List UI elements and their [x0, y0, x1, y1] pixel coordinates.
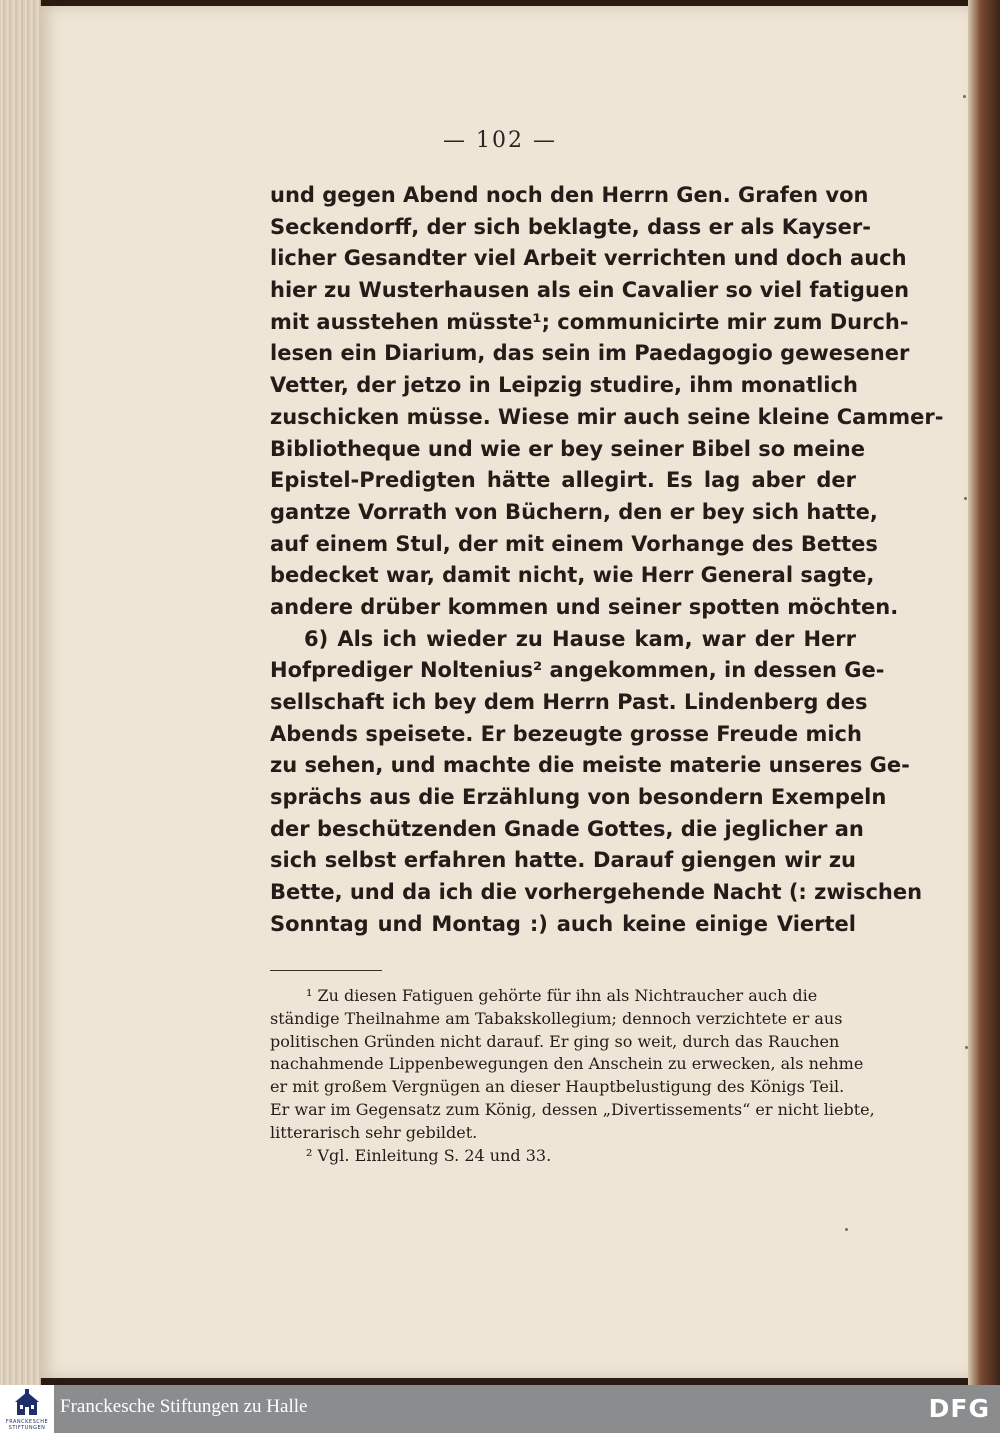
text-line: Hofprediger Noltenius² angekommen, in dessen Ge- — [270, 658, 885, 683]
dfg-logo: DFG — [928, 1394, 990, 1423]
text-line: und gegen Abend noch den Herrn Gen. Grafen von — [270, 183, 869, 207]
text-line: gantze Vorrath von Büchern, den er bey sich hatte, — [270, 499, 878, 524]
orphanage-building-icon — [13, 1389, 41, 1417]
footnote-line: litterarisch sehr gebildet. — [270, 1122, 478, 1142]
book-page-edges — [0, 0, 41, 1385]
text-line: Bette, und da ich die vorhergehende Nacht (: zwischen — [270, 880, 923, 905]
text-line: Sonntag und Montag :) auch keine einige Viertel — [270, 911, 856, 936]
text-line: hier zu Wusterhausen als ein Cavalier so viel fatiguen — [270, 278, 910, 303]
footnote-line: nachahmende Lippenbewegungen den Anschein zu erwecken, als nehme — [270, 1054, 864, 1074]
text-line: sprächs aus die Erzählung von besondern Exempeln — [270, 785, 887, 810]
text-line: Vetter, der jetzo in Leipzig studire, ihm monatlich — [270, 373, 858, 398]
footnote-line: ständige Theilnahme am Tabakskollegium; dennoch verzichtete er aus — [270, 1008, 843, 1028]
text-line: licher Gesandter viel Arbeit verrichten und doch auch — [270, 246, 907, 271]
text-line: Bibliotheque und wie er bey seiner Bibel so meine — [270, 436, 865, 461]
text-line: sich selbst erfahren hatte. Darauf giengen wir zu — [270, 848, 856, 873]
text-line: sellschaft ich bey dem Herrn Past. Lindenberg des — [270, 690, 868, 714]
paper-speck — [845, 1228, 848, 1231]
book-cover-edge — [968, 0, 1000, 1385]
footnote-line: er mit großem Vergnügen an dieser Hauptbelustigung des Königs Teil. — [270, 1077, 845, 1097]
footnote-line: ² Vgl. Einleitung S. 24 und 33. — [306, 1145, 552, 1165]
footnote-separator — [270, 970, 382, 971]
text-line: der beschützenden Gnade Gottes, die jeglicher an — [270, 816, 864, 841]
footnote-line: ¹ Zu diesen Fatiguen gehörte für ihn als Nichtraucher auch die — [306, 986, 818, 1005]
logo-wordmark: FRANCKESCHE STIFTUNGEN — [5, 1419, 49, 1431]
text-line: bedecket war, damit nicht, wie Herr General sagte, — [270, 563, 875, 588]
text-line: Abends speisete. Er bezeugte grosse Freude mich — [270, 721, 862, 746]
footnotes — [270, 985, 875, 1167]
text-line: mit ausstehen müsste¹; communicirte mir zum Durch- — [270, 309, 909, 334]
paper-speck — [965, 1046, 968, 1049]
text-line: Seckendorff, der sich beklagte, dass er als Kayser- — [270, 214, 871, 239]
text-line: zu sehen, und machte die meiste materie unseres Ge- — [270, 753, 910, 778]
text-line: lesen ein Diarium, das sein im Paedagogio gewesener — [270, 341, 910, 366]
institution-name: Franckesche Stiftungen zu Halle — [60, 1396, 308, 1417]
paper-speck — [963, 95, 966, 98]
footnote-line: Er war im Gegensatz zum König, dessen „Divertissements“ er nicht liebte, — [270, 1099, 875, 1119]
page-number: — 102 — — [443, 128, 557, 153]
text-line: andere drüber kommen und seiner spotten möchten. — [270, 594, 899, 619]
text-line: 6) Als ich wieder zu Hause kam, war der Herr — [304, 626, 856, 651]
paper-speck — [964, 497, 967, 500]
institution-logo[interactable] — [0, 1385, 54, 1433]
text-line: Epistel-Predigten hätte allegirt. Es lag aber der — [270, 468, 856, 493]
main-text-block — [270, 180, 944, 941]
text-line: zuschicken müsse. Wiese mir auch seine kleine Cammer- — [270, 404, 944, 429]
footnote-line: politischen Gründen nicht darauf. Er ging so weit, durch das Rauchen — [270, 1031, 840, 1051]
text-line: auf einem Stul, der mit einem Vorhange des Bettes — [270, 531, 878, 556]
